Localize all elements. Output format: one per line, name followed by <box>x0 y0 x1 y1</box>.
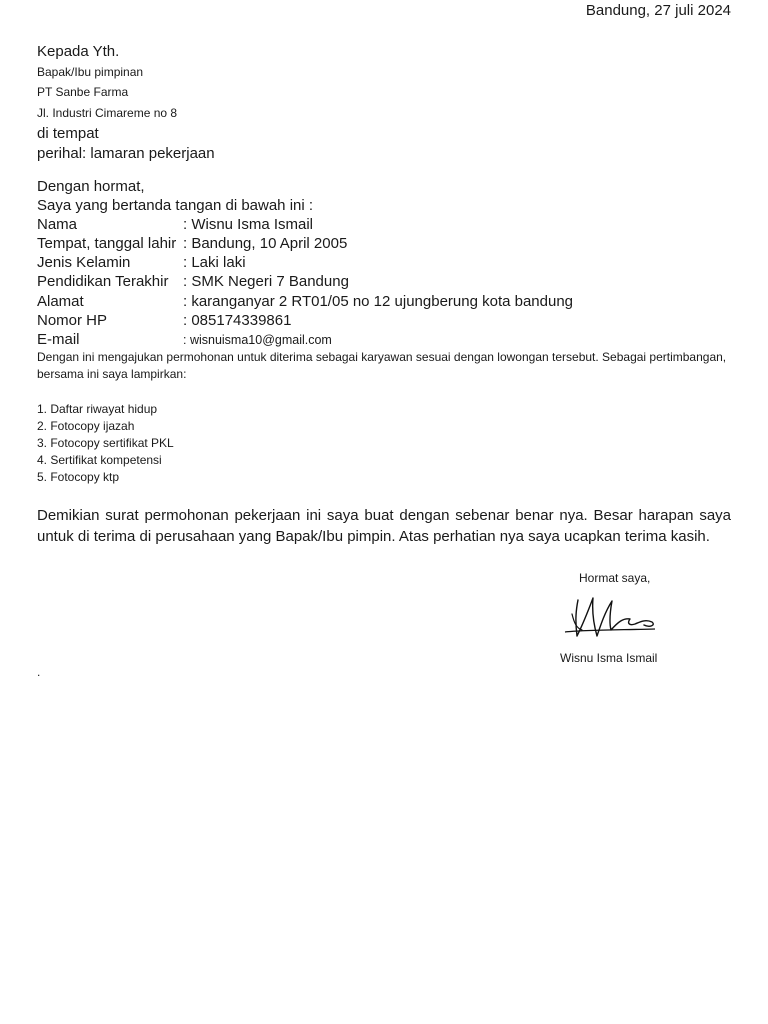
detail-label: Nama <box>37 216 78 233</box>
detail-row-address <box>37 293 573 310</box>
trailing-mark: . <box>37 665 41 679</box>
intro-line: Saya yang bertanda tangan di bawah ini : <box>37 197 314 214</box>
detail-label: Pendidikan Terakhir <box>37 273 169 290</box>
attachment-item: 3. Fotocopy sertifikat PKL <box>37 436 174 450</box>
application-paragraph: Dengan ini mengajukan permohonan untuk diterima sebagai karyawan sesuai dengan lowongan tersebut. Sebagai pertimbangan, bersama ini saya lampirkan: <box>37 350 727 381</box>
detail-value: : Bandung, 10 April 2005 <box>183 235 348 252</box>
detail-label: E-mail <box>37 331 80 348</box>
letter-subject: perihal: lamaran pekerjaan <box>37 145 215 162</box>
recipient-line3: Jl. Industri Cimareme no 8 <box>37 106 178 120</box>
signatory-name: Wisnu Isma Ismail <box>560 651 658 665</box>
detail-row-email <box>37 331 332 348</box>
attachment-item: 5. Fotocopy ktp <box>37 470 120 484</box>
detail-label: Alamat <box>37 293 84 310</box>
detail-row-gender <box>37 254 246 271</box>
recipient-line2: PT Sanbe Farma <box>37 85 129 99</box>
attachment-item: 4. Sertifikat kompetensi <box>37 453 162 467</box>
detail-row-education <box>37 273 349 290</box>
detail-row-name <box>37 216 313 233</box>
closing-paragraph: Demikian surat permohonan pekerjaan ini saya buat dengan sebenar benar nya. Besar harapan saya untuk di terima di perusahaan yang Bapak/Ibu pimpin. Atas perhatian nya saya ucapkan terima kasih. <box>37 507 731 545</box>
detail-value: : Wisnu Isma Ismail <box>183 216 314 233</box>
greeting: Dengan hormat, <box>37 178 145 195</box>
detail-value: : SMK Negeri 7 Bandung <box>183 273 349 290</box>
recipient-line1: Bapak/Ibu pimpinan <box>37 65 144 79</box>
attachment-item: 1. Daftar riwayat hidup <box>37 402 158 416</box>
detail-value: : karanganyar 2 RT01/05 no 12 ujungberung kota bandung <box>183 293 574 310</box>
detail-value: : wisnuisma10@gmail.com <box>183 333 332 347</box>
detail-value: : 085174339861 <box>183 312 292 329</box>
letter-date: Bandung, 27 juli 2024 <box>585 2 731 19</box>
detail-label: Nomor HP <box>37 312 108 329</box>
detail-label: Tempat, tanggal lahir <box>37 235 177 252</box>
detail-label: Jenis Kelamin <box>37 254 131 271</box>
detail-row-birth <box>37 235 347 252</box>
attachment-item: 2. Fotocopy ijazah <box>37 419 135 433</box>
detail-value: : Laki laki <box>183 254 246 271</box>
regards-line: Hormat saya, <box>579 571 651 585</box>
detail-row-phone <box>37 312 291 329</box>
recipient-line4: di tempat <box>37 125 99 142</box>
handwritten-signature <box>560 592 660 647</box>
recipient-salutation: Kepada Yth. <box>37 43 120 60</box>
